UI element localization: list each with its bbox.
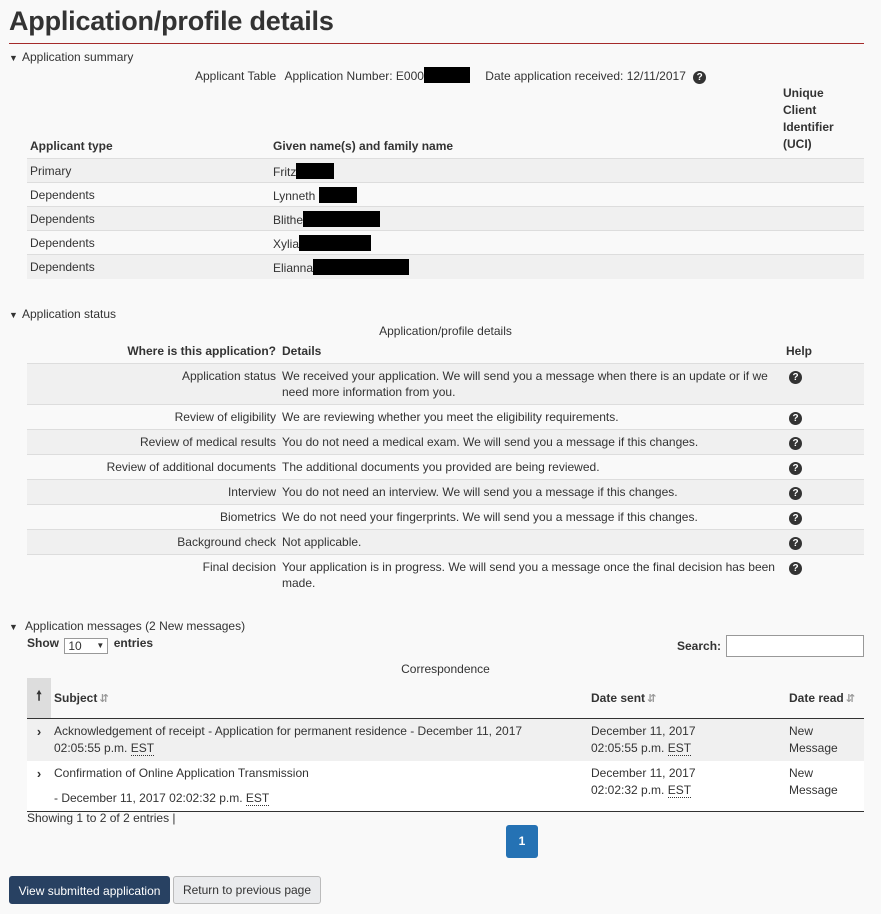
sort-icon: ⇵	[647, 692, 657, 705]
search-label: Search:	[677, 639, 722, 653]
table-row: Dependents Lynneth	[27, 183, 864, 207]
redaction-bar	[313, 259, 409, 275]
status-row: Background check Not applicable. ?	[27, 530, 864, 555]
title-divider	[9, 43, 864, 44]
header-details: Details	[282, 344, 322, 358]
help-icon[interactable]: ?	[789, 412, 802, 425]
help-icon[interactable]: ?	[693, 71, 706, 84]
application-number: Application Number: E000	[284, 69, 424, 83]
application-status-toggle[interactable]: ▼ Application status	[9, 307, 117, 321]
timezone-abbr: EST	[667, 782, 692, 797]
redaction-bar	[296, 163, 334, 179]
sort-icon: ⇵	[845, 692, 855, 705]
return-previous-page-button[interactable]: Return to previous page	[173, 876, 321, 904]
header-applicant-type: Applicant type	[30, 139, 113, 153]
chevron-right-icon[interactable]: ›	[36, 723, 42, 739]
header-where: Where is this application?	[127, 344, 276, 358]
status-row: Review of additional documents The additional documents you provided are being reviewed. ?	[27, 455, 864, 480]
table-row: Dependents Blithe	[27, 207, 864, 231]
page-title: Application/profile details	[9, 6, 334, 36]
status-row: Interview You do not need an interview. We will send you a message if this changes. ?	[27, 480, 864, 505]
triangle-down-icon: ▼	[9, 622, 18, 632]
messages-table	[27, 678, 864, 812]
redaction-bar	[299, 235, 371, 251]
status-row: Biometrics We do not need your fingerprints. We will send you a message if this changes. ?	[27, 505, 864, 530]
header-date-sent[interactable]: Date sent ⇵	[588, 678, 786, 718]
status-row: Application status We received your application. We will send you a message when there is an update or if we need more information from you. ?	[27, 364, 864, 405]
redaction-bar	[424, 67, 470, 83]
chevron-right-icon[interactable]: ›	[36, 765, 42, 781]
application-summary-toggle[interactable]: ▼ Application summary	[9, 50, 134, 64]
header-name: Given name(s) and family name	[273, 139, 454, 153]
triangle-down-icon: ▼	[9, 53, 18, 63]
help-icon[interactable]: ?	[789, 371, 802, 384]
triangle-down-icon: ▼	[9, 310, 18, 320]
entries-info: Showing 1 to 2 of 2 entries |	[27, 811, 176, 825]
header-uci: Unique Client Identifier (UCI)	[783, 86, 834, 151]
expand-all-header[interactable]	[27, 678, 51, 718]
help-icon[interactable]: ?	[789, 487, 802, 500]
timezone-abbr: EST	[130, 740, 155, 755]
date-received: Date application received: 12/11/2017	[485, 69, 686, 83]
caption-label: Applicant Table	[195, 69, 277, 83]
correspondence-caption: Correspondence	[401, 662, 490, 676]
message-row[interactable]: › Confirmation of Online Application Transmission - December 11, 2017 02:02:32 p.m. EST December 11, 2017 02:02:32 p.m. EST New Message	[27, 761, 864, 812]
arrow-up-icon: 🠕	[36, 687, 42, 703]
search-input[interactable]	[726, 635, 864, 657]
applicant-table-caption	[195, 67, 706, 84]
header-help: Help	[786, 344, 813, 358]
timezone-abbr: EST	[245, 790, 270, 805]
pagination-page-1[interactable]: 1	[506, 825, 538, 858]
status-table	[27, 339, 864, 595]
header-subject[interactable]: Subject ⇵	[51, 678, 588, 718]
help-icon[interactable]: ?	[789, 462, 802, 475]
entries-control: Show 10 ▼ entries	[27, 636, 154, 653]
applicant-table	[27, 85, 864, 279]
dropdown-arrow-icon: ▼	[96, 641, 105, 650]
status-row: Review of medical results You do not need a medical exam. We will send you a message if this changes. ?	[27, 430, 864, 455]
sort-icon: ⇵	[99, 692, 109, 705]
redaction-bar	[303, 211, 380, 227]
table-row: Primary Fritz	[27, 159, 864, 183]
status-row: Review of eligibility We are reviewing whether you meet the eligibility requirements. ?	[27, 405, 864, 430]
redaction-bar	[319, 187, 357, 203]
table-row: Dependents Xylia	[27, 231, 864, 255]
message-row[interactable]: › Acknowledgement of receipt - Application for permanent residence - December 11, 2017 02:05:55 p.m. EST December 11, 2017 02:05:55 p.m. EST New Message	[27, 718, 864, 761]
help-icon[interactable]: ?	[789, 562, 802, 575]
help-icon[interactable]: ?	[789, 537, 802, 550]
help-icon[interactable]: ?	[789, 512, 802, 525]
entries-select[interactable]: 10 ▼	[64, 638, 108, 654]
help-icon[interactable]: ?	[789, 437, 802, 450]
application-messages-toggle[interactable]: ▼ Application messages (2 New messages)	[9, 619, 246, 633]
timezone-abbr: EST	[667, 740, 692, 755]
view-submitted-application-button[interactable]: View submitted application	[9, 876, 170, 904]
table-row: Dependents Elianna	[27, 255, 864, 279]
status-caption: Application/profile details	[379, 324, 512, 338]
header-date-read[interactable]: Date read ⇵	[786, 678, 864, 718]
status-row: Final decision Your application is in progress. We will send you a message once the final decision has been made. ?	[27, 555, 864, 596]
